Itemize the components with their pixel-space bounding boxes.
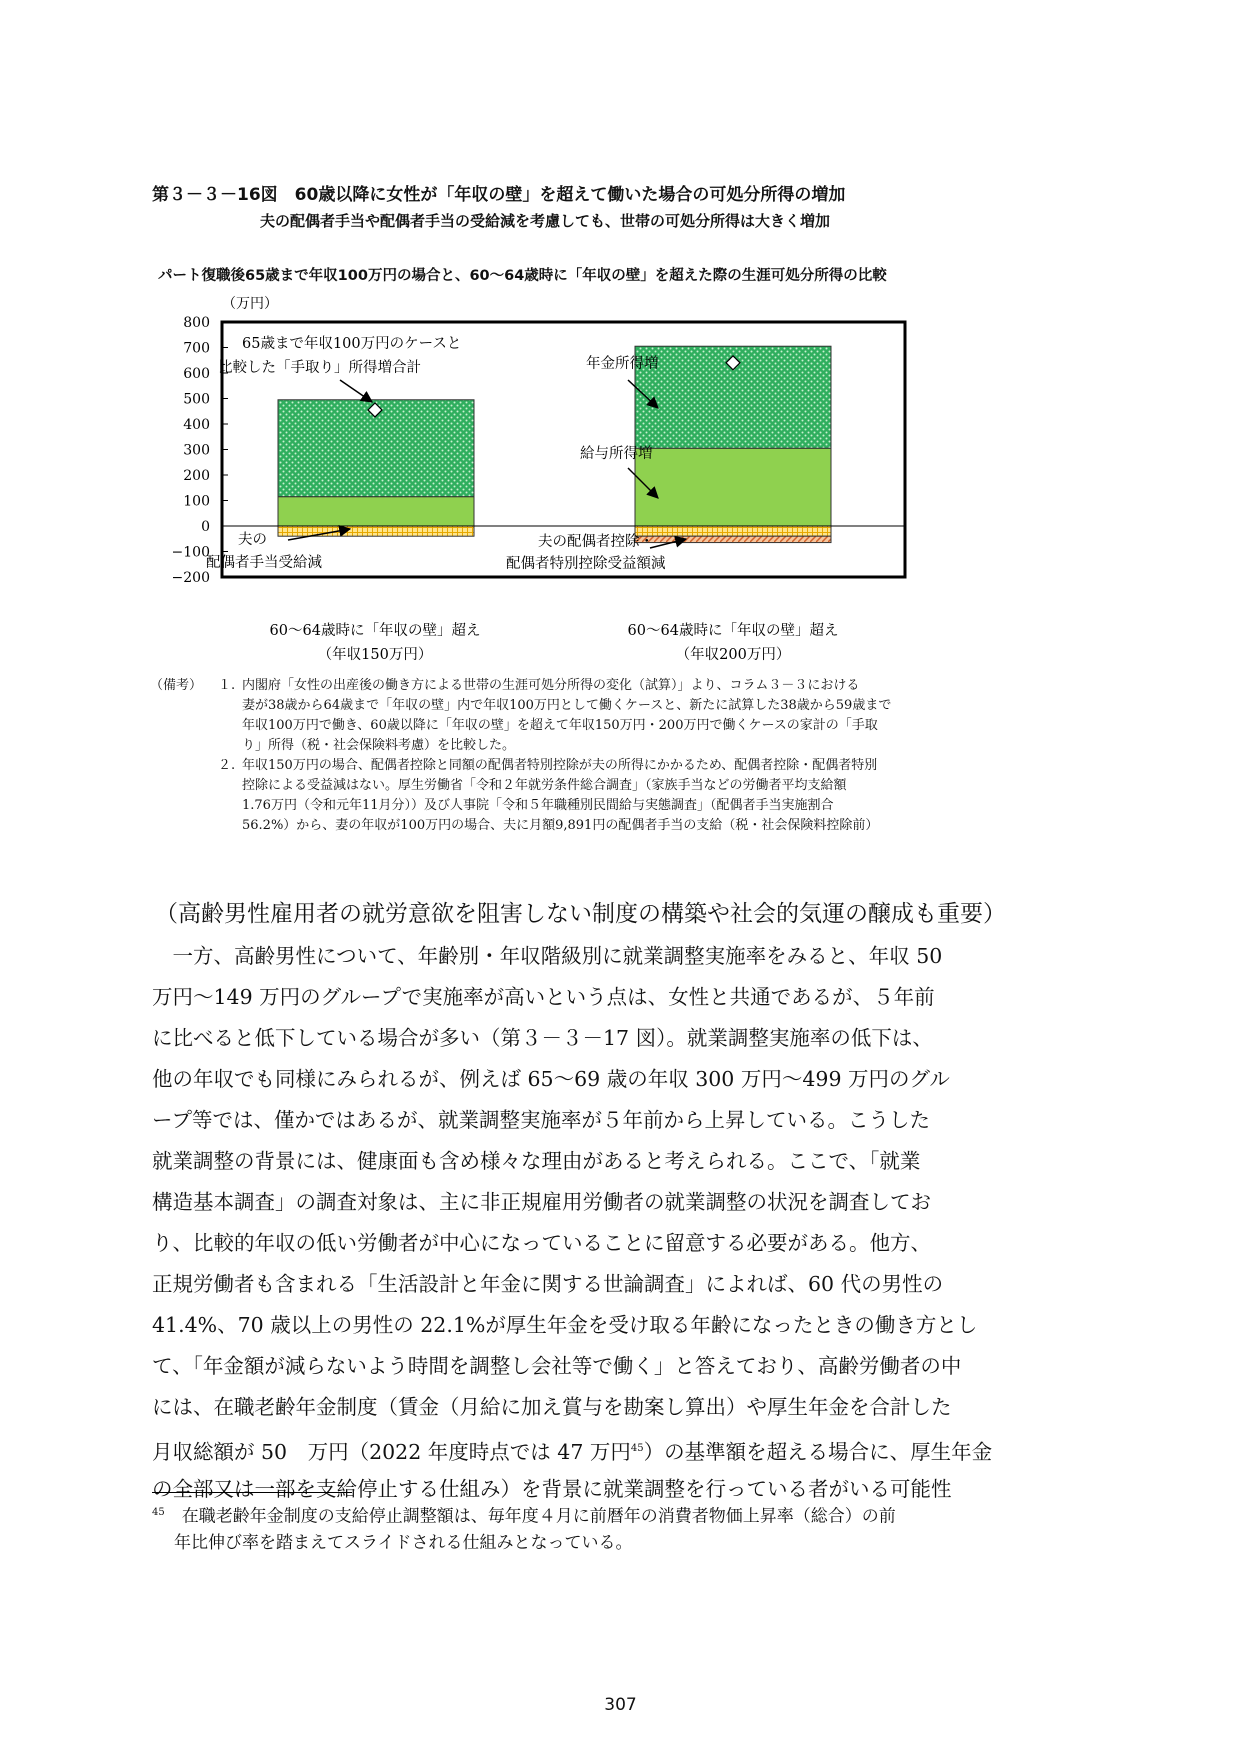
body-line: には、在職老齢年金制度（賃金（月給に加え賞与を勘案し算出）や厚生年金を合計した	[152, 1395, 952, 1419]
body-line: 構造基本調査」の調査対象は、主に非正規雇用労働者の就業調整の状況を調査してお	[152, 1190, 931, 1214]
y-tick-label: 0	[201, 519, 210, 535]
note-body	[242, 756, 1110, 836]
note-line: 年収150万円の場合、配偶者控除と同額の配偶者特別控除が夫の所得にかかるため、配偶者控除・配偶者特別	[242, 758, 878, 773]
body-line: て、「年金額が減らないよう時間を調整し会社等で働く」と答えており、高齢労働者の中	[152, 1354, 962, 1378]
y-tick-label: −200	[171, 570, 210, 586]
footnote-reference[interactable]: 45	[630, 1443, 644, 1454]
stacked-bar-chart	[150, 290, 1090, 675]
note-body	[242, 676, 1110, 756]
body-line: の全部又は一部を支給停止する仕組み）を背景に就業調整を行っている者がいる可能性	[152, 1477, 952, 1501]
notes-label: （備考）	[150, 678, 203, 693]
note-line: 控除による受益減はない。厚生労働省「令和２年就労条件総合調査」（家族手当などの労働者平均支給額	[242, 778, 847, 793]
annotation-total-line1: 65歳まで年収100万円のケースと	[242, 336, 462, 352]
y-tick-label: 600	[183, 366, 210, 382]
footnote-line: 年比伸び率を踏まえてスライドされる仕組みとなっている。	[174, 1532, 633, 1553]
annotation-pension: 年金所得増	[586, 356, 659, 372]
x-axis-labels	[270, 621, 839, 663]
bar-segment-spouse_allowance	[635, 526, 831, 536]
footnote-line: 在職老齢年金制度の支給停止調整額は、毎年度４月に前暦年の消費者物価上昇率（総合）の前	[181, 1506, 896, 1527]
chart-heading: パート復職後65歳まで年収100万円の場合と、60～64歳時に「年収の壁」を超えた際の生涯可処分所得の比較	[158, 268, 887, 284]
footnote-number: 45	[152, 1507, 165, 1518]
body-line: 万円～149 万円のグループで実施率が高いという点は、女性と共通であるが、５年前	[152, 985, 935, 1009]
figure-subtitle: 夫の配偶者手当や配偶者手当の受給減を考慮しても、世帯の可処分所得は大きく増加	[260, 212, 831, 230]
page-number: 307	[604, 1695, 637, 1715]
y-axis	[172, 315, 228, 586]
note-number: １.	[218, 678, 236, 693]
note-item-1	[150, 676, 1110, 756]
section-heading: （高齢男性雇用者の就労意欲を阻害しない制度の構築や社会的気運の醸成も重要）	[155, 901, 1006, 927]
bar-segment-salary	[635, 448, 831, 526]
figure-title: 第３－３－16図 60歳以降に女性が「年収の壁」を超えて働いた場合の可処分所得の増加	[152, 185, 846, 205]
annotation-salary: 給与所得増	[580, 446, 653, 462]
y-tick-label: 700	[183, 340, 210, 357]
note-line: 内閣府「女性の出産後の働き方による世帯の生涯可処分所得の変化（試算）」より、コラム３－３における	[242, 678, 860, 693]
body-line	[152, 1428, 1092, 1469]
annotation-allowance-line2: 配偶者手当受給減	[206, 555, 322, 571]
note-line: 56.2%）から、妻の年収が100万円の場合、夫に月額9,891円の配偶者手当の支給（税・社会保険料控除前）	[242, 818, 879, 833]
bar-segment-spouse_allowance	[278, 526, 474, 536]
y-tick-label: 400	[183, 417, 210, 433]
y-tick-label: 300	[183, 442, 210, 459]
x-category-label: 60～64歳時に「年収の壁」超え	[269, 623, 481, 639]
bar-segment-salary	[278, 497, 474, 526]
note-item-2	[150, 756, 1110, 836]
body-line: り、比較的年収の低い労働者が中心になっていることに留意する必要がある。他方、	[152, 1231, 931, 1255]
x-category-sublabel: （年収150万円）	[317, 647, 433, 663]
annotation-total-line2: 比較した「手取り」所得増合計	[218, 360, 421, 376]
note-line: 1.76万円（令和元年11月分））及び人事院「令和５年職種別民間給与実態調査」（配偶者手当実施割合	[242, 798, 834, 813]
x-category-label: 60～64歳時に「年収の壁」超え	[627, 623, 839, 639]
body-text	[152, 936, 1092, 1510]
y-tick-label: 200	[183, 468, 210, 484]
annotation-deduction-line2: 配偶者特別控除受益額減	[506, 556, 666, 572]
body-line: 就業調整の背景には、健康面も含め様々な理由があると考えられる。ここで、「就業	[152, 1149, 921, 1173]
body-line: に比べると低下している場合が多い（第３－３－17 図）。就業調整実施率の低下は、	[152, 1026, 933, 1050]
footnote	[152, 1500, 1092, 1556]
body-line: 正規労働者も含まれる「生活設計と年金に関する世論調査」によれば、60 代の男性の	[152, 1272, 944, 1296]
note-number: ２.	[218, 758, 236, 773]
y-tick-label: 800	[183, 315, 210, 331]
annotation-total-arrow	[340, 380, 372, 402]
annotation-deduction-line1: 夫の配偶者控除・	[538, 534, 654, 550]
note-line: り」所得（税・社会保険料考慮）を比較した。	[242, 738, 516, 753]
body-segment: 月収総額が 50 万円（2022 年度時点では 47 万円	[152, 1439, 631, 1464]
footnote-divider	[152, 1492, 352, 1493]
y-tick-label: 500	[183, 391, 210, 408]
body-segment: ）の基準額を超える場合に、厚生年金	[643, 1439, 993, 1464]
figure-notes	[150, 676, 1110, 836]
note-line: 年収100万円で働き、60歳以降に「年収の壁」を超えて年収150万円・200万円で働くケースの家計の「手取	[242, 718, 878, 733]
body-line: 一方、高齢男性について、年齢別・年収階級別に就業調整実施率をみると、年収 50	[152, 944, 943, 968]
y-tick-label: 100	[183, 493, 210, 510]
body-line: 他の年収でも同様にみられるが、例えば 65～69 歳の年収 300 万円～499 万円のグル	[152, 1067, 950, 1091]
x-category-sublabel: （年収200万円）	[675, 647, 791, 663]
unit-label: （万円）	[222, 296, 278, 312]
y-tick-label: −100	[171, 544, 210, 561]
note-line: 妻が38歳から64歳まで「年収の壁」内で年収100万円として働くケースと、新たに試算した38歳から59歳まで	[242, 698, 892, 713]
bar-segment-spouse_deduction	[635, 536, 831, 542]
body-line: 41.4%、70 歳以上の男性の 22.1%が厚生年金を受け取る年齢になったときの働き方とし	[152, 1313, 978, 1337]
body-line: ープ等では、僅かではあるが、就業調整実施率が５年前から上昇している。こうした	[152, 1108, 930, 1132]
annotation-allowance-line1: 夫の	[238, 532, 267, 548]
